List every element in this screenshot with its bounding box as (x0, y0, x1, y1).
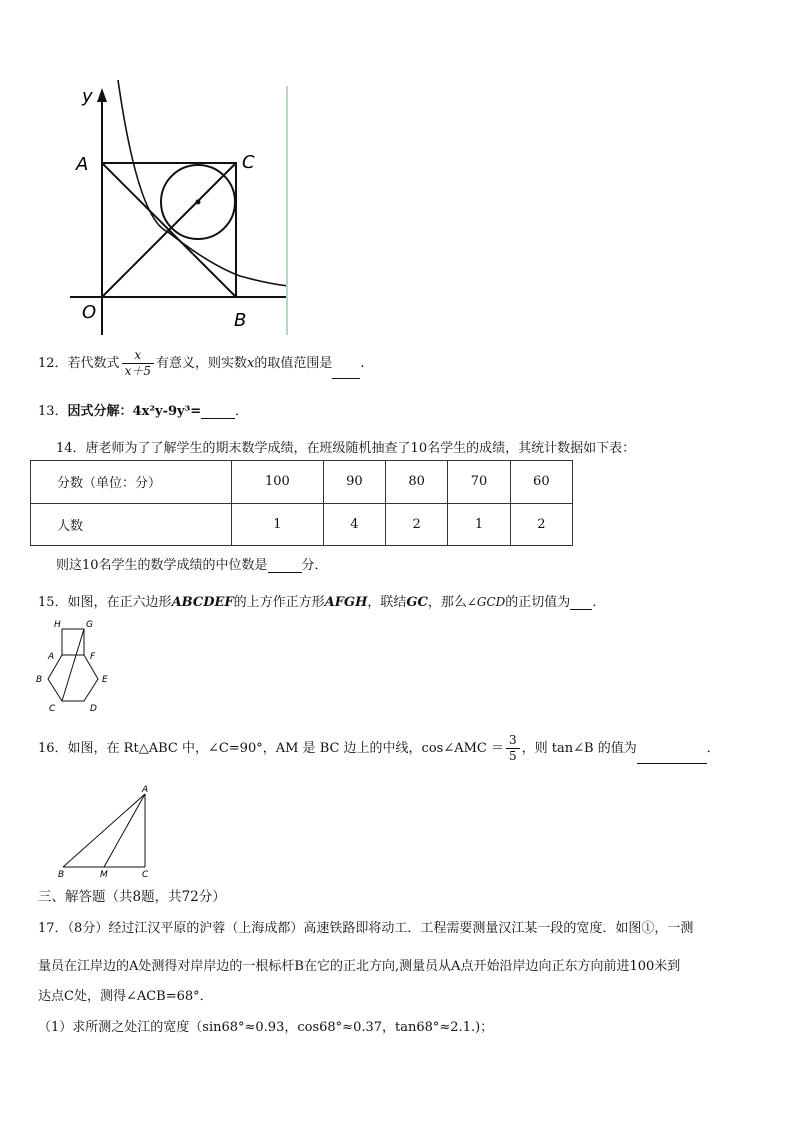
question-15-text-mid3: ，那么 (427, 595, 467, 610)
question-17-line-2: 量员在江岸边的A处测得对岸岸边的一根标杆B在它的正北方向,测量员从A点开始沿岸边向正东方向前进100米到 (38, 959, 681, 974)
label-C: C (242, 152, 255, 173)
question-12 (38, 348, 364, 379)
section-3-heading: 三、解答题（共8题，共72分） (38, 889, 226, 905)
table-header-score: 分数（单位：分） (31, 461, 232, 504)
table-header-count: 人数 (31, 503, 232, 546)
question-15-text-pre: 如图，在正六边形 (67, 595, 172, 610)
fraction-numerator: x (122, 348, 154, 364)
question-15-number: 15． (38, 595, 68, 610)
score-table-row-counts (31, 503, 573, 546)
question-15-end: ． (592, 595, 606, 610)
side-AB (63, 794, 145, 867)
fraction-3-over-5 (506, 733, 520, 764)
hexagon-name: ABCDEF (171, 595, 234, 610)
answer-blank-16[interactable] (637, 763, 707, 764)
label-A: A (76, 154, 89, 175)
table-cell-score: 80 (386, 461, 448, 504)
question-15-text-mid: 的上方作正方形 (233, 595, 325, 610)
square-AFGH (62, 629, 84, 655)
segment-GC (62, 629, 84, 701)
question-17-line-3: 达点C处，测得∠ACB=68°． (38, 989, 213, 1004)
fraction-denominator: x＋5 (124, 364, 151, 378)
label-D: D (90, 704, 97, 714)
label-F: F (90, 652, 96, 662)
segment-name: GC (406, 595, 428, 610)
label-H: H (54, 620, 61, 630)
question-14-number: 14． (56, 441, 86, 456)
label-C: C (142, 870, 149, 880)
label-A: A (142, 785, 149, 795)
table-cell-count: 1 (232, 503, 324, 546)
table-cell-score: 70 (448, 461, 510, 504)
question-13-text: 因式分解：4x²y-9y³= (67, 404, 202, 419)
label-B: B (234, 310, 247, 331)
label-G: G (86, 620, 93, 630)
score-table-row-scores (31, 461, 573, 504)
table-cell-count: 4 (323, 503, 385, 546)
fraction-denominator: 5 (509, 749, 517, 763)
label-B: B (58, 870, 65, 880)
label-A: A (48, 652, 55, 662)
question-17-subquestion-1: （1）求所测之处江的宽度（sin68°≈0.93，cos68°≈0.37，tan68°≈2.1.)； (38, 1020, 494, 1035)
question-16-number: 16． (38, 741, 68, 756)
question-15-text-mid2: ，联结 (367, 595, 407, 610)
angle-GCD: ∠GCD (466, 595, 506, 609)
label-C: C (49, 704, 56, 714)
question-16-text-post: ，则 tan∠B 的值为 (521, 741, 637, 756)
question-13-end: ． (235, 404, 249, 419)
question-12-number: 12． (38, 356, 68, 371)
square-name: AFGH (324, 595, 368, 610)
table-cell-count: 2 (510, 503, 572, 546)
label-y: y (82, 86, 93, 107)
question-15 (38, 591, 605, 610)
table-cell-score: 100 (232, 461, 324, 504)
question-16-end: ． (706, 741, 720, 756)
y-axis-arrow (97, 88, 107, 102)
question-14-text: 唐老师为了了解学生的期末数学成绩，在班级随机抽查了10名学生的成绩，其统计数据如下表： (85, 441, 636, 456)
answer-blank-13[interactable] (201, 418, 235, 419)
figure-q16-triangle (52, 782, 162, 882)
question-17-line-1: 17．（8分）经过江汉平原的沪蓉（上海成都）高速铁路即将动工．工程需要测量汉江某一段的宽度．如图①，一测 (38, 921, 694, 936)
question-14-after-end: 分． (301, 558, 328, 573)
question-12-var: x (246, 356, 255, 371)
figure-q11-graph (60, 80, 300, 340)
question-14-after-text: 则这10名学生的数学成绩的中位数是 (56, 558, 268, 573)
answer-blank-12[interactable] (332, 378, 360, 379)
fraction-x-over-x-plus-5 (122, 348, 154, 379)
question-14-answer-line (56, 554, 328, 573)
table-cell-score: 90 (323, 461, 385, 504)
question-15-text-post: 的正切值为 (505, 595, 571, 610)
question-14 (56, 437, 635, 456)
question-12-text-post: 的取值范围是 (254, 356, 333, 371)
label-M: M (100, 870, 108, 880)
table-cell-count: 1 (448, 503, 510, 546)
table-cell-count: 2 (386, 503, 448, 546)
label-B: B (36, 675, 43, 685)
question-13 (38, 400, 248, 419)
circle-center (196, 200, 201, 205)
question-12-end: . (360, 356, 365, 371)
question-12-text-mid: 有意义，则实数 (155, 356, 247, 371)
question-16-text-pre: 如图，在 Rt△ABC 中，∠C=90°，AM 是 BC 边上的中线，cos∠AMC ＝ (67, 741, 505, 756)
median-AM (104, 794, 145, 867)
answer-blank-15[interactable] (570, 609, 592, 610)
question-13-number: 13． (38, 404, 68, 419)
table-cell-score: 60 (510, 461, 572, 504)
label-E: E (102, 675, 108, 685)
figure-q15-hexagon-square (34, 615, 124, 715)
answer-blank-14[interactable] (268, 572, 302, 573)
score-table (30, 460, 573, 546)
question-12-text-pre: 若代数式 (67, 356, 120, 371)
fraction-numerator: 3 (506, 733, 520, 749)
label-O: O (82, 302, 97, 323)
question-16 (38, 733, 720, 764)
